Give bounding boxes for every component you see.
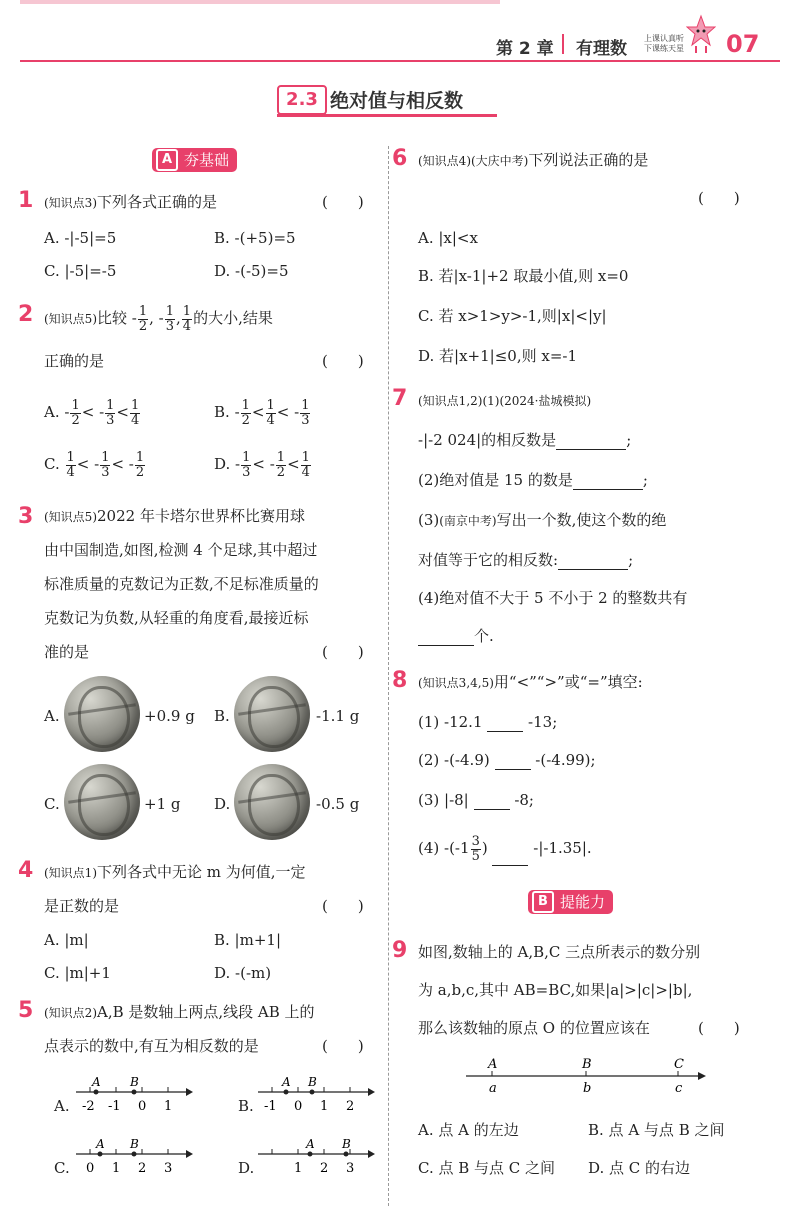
q3-line3: 标准质量的克数记为正数,不足标准质量的 bbox=[44, 575, 319, 593]
q9-answer-paren: ( ) bbox=[698, 1019, 740, 1037]
semicolon: ; bbox=[642, 471, 648, 489]
q9-line1: 如图,数轴上的 A,B,C 三点所表示的数分别 bbox=[418, 943, 701, 961]
q1-option-d: D. -(-5)=5 bbox=[214, 262, 289, 280]
q2-stem2: 正确的是 bbox=[44, 352, 105, 370]
q7-tag: (知识点1,2) bbox=[418, 394, 483, 408]
q3-line5: 准的是 bbox=[44, 643, 90, 661]
section-number: 2.3 bbox=[277, 85, 327, 115]
q5-number-line-d bbox=[256, 1134, 376, 1180]
q7-part1 bbox=[418, 430, 631, 450]
frac-den: 3 bbox=[101, 464, 110, 480]
point-a-label: A bbox=[96, 1137, 105, 1151]
q2-option-d: D. - $\frac{1}{3}$ < - $\frac{1}{2}$ < $\frac{1}{4}$ bbox=[214, 449, 310, 480]
point-b-label: B bbox=[308, 1075, 317, 1089]
q4-line2: 是正数的是 bbox=[44, 897, 120, 915]
point-b-label: B bbox=[130, 1137, 139, 1151]
frac-num: 1 bbox=[135, 449, 145, 465]
q8-part4 bbox=[418, 830, 592, 866]
q4-option-a: A. |m| bbox=[44, 931, 89, 949]
frac-den: 3 bbox=[301, 412, 310, 428]
q8-part3-right: -8; bbox=[514, 791, 534, 809]
q2-number: 2 bbox=[18, 302, 34, 327]
q1-answer-paren: ( ) bbox=[322, 193, 364, 211]
q1-option-a: A. -|-5|=5 bbox=[44, 229, 117, 247]
answer-blank[interactable] bbox=[573, 473, 643, 490]
q5-option-b-label: B. bbox=[238, 1097, 254, 1115]
q8-part4-right: -|-1.35|. bbox=[533, 839, 592, 857]
q4-option-b: B. |m+1| bbox=[214, 931, 282, 949]
q1-option-c: C. |-5|=-5 bbox=[44, 262, 117, 280]
header-separator bbox=[562, 34, 564, 54]
frac-num: 1 bbox=[241, 397, 250, 413]
q6-stem bbox=[418, 150, 648, 171]
frac-num: 1 bbox=[101, 449, 110, 465]
q5-number: 5 bbox=[18, 998, 34, 1023]
q7-part3-tag: (南京中考) bbox=[439, 514, 497, 528]
tick-label: 2 bbox=[320, 1161, 329, 1176]
q9-option-c: C. 点 B 与点 C 之间 bbox=[418, 1159, 556, 1177]
option-label: A. bbox=[44, 403, 60, 421]
answer-blank[interactable] bbox=[556, 433, 626, 450]
q3-option-a-value: +0.9 g bbox=[144, 707, 195, 725]
q3-option-a-label: A. bbox=[44, 707, 60, 725]
q2-option-a: A. - $\frac{1}{2}$ < - $\frac{1}{3}$ < $\frac{1}{4}$ bbox=[44, 397, 140, 428]
q7-part3-line2 bbox=[418, 550, 633, 570]
frac-num: 1 bbox=[266, 397, 275, 413]
q1-stem-text: 下列各式正确的是 bbox=[97, 193, 218, 211]
option-label: D. bbox=[214, 455, 231, 473]
q2-stem-a: 比较 - bbox=[97, 309, 137, 327]
q8-stem-text: 用“<”“>”或“=”填空: bbox=[493, 673, 643, 691]
q4-number: 4 bbox=[18, 858, 34, 883]
q7-part3-prefix: (3) bbox=[418, 511, 440, 529]
frac-num: 1 bbox=[66, 449, 75, 465]
q1-number: 1 bbox=[18, 188, 34, 213]
q2-frac-quarter bbox=[182, 305, 192, 334]
section-b-badge bbox=[528, 890, 613, 914]
frac-den: 3 bbox=[106, 412, 115, 428]
answer-blank[interactable] bbox=[474, 793, 510, 810]
q8-tag: (知识点3,4,5) bbox=[418, 676, 494, 690]
q1-option-b: B. -(+5)=5 bbox=[214, 229, 296, 247]
tick-label: -1 bbox=[264, 1099, 277, 1114]
q2-option-c: C. $\frac{1}{4}$ < - $\frac{1}{3}$ < - $\frac{1}{2}$ bbox=[44, 449, 145, 480]
frac-den: 2 bbox=[241, 412, 250, 428]
q3-option-b-value: -1.1 g bbox=[316, 707, 360, 725]
frac-num: 1 bbox=[138, 303, 148, 319]
q8-part1 bbox=[418, 712, 557, 732]
q7-part4-end: 个. bbox=[474, 627, 494, 645]
frac-num: 1 bbox=[131, 397, 140, 413]
q6-option-c: C. 若 x>1>y>-1,则|x|<|y| bbox=[418, 307, 607, 325]
q2-option-b: B. - $\frac{1}{2}$ < $\frac{1}{4}$ < - $\frac{1}{3}$ bbox=[214, 397, 310, 428]
header-motto bbox=[644, 34, 684, 54]
soccer-ball-image bbox=[64, 764, 140, 840]
page-number: 07 bbox=[726, 30, 760, 58]
q9-line2: 为 a,b,c,其中 AB=BC,如果|a|>|c|>|b|, bbox=[418, 981, 693, 999]
q7-part3-line2-text: 对值等于它的相反数: bbox=[418, 551, 559, 569]
frac-num: 1 bbox=[71, 397, 80, 413]
star-mascot-icon bbox=[686, 14, 716, 54]
answer-blank[interactable] bbox=[487, 715, 523, 732]
q6-answer-paren: ( ) bbox=[698, 189, 740, 207]
q3-line1-text: 2022 年卡塔尔世界杯比赛用球 bbox=[97, 507, 305, 525]
q2-frac-third bbox=[165, 305, 175, 334]
column-divider bbox=[388, 146, 389, 1206]
q9-option-b: B. 点 A 与点 B 之间 bbox=[588, 1121, 725, 1139]
q3-line4: 克数记为负数,从轻重的角度看,最接近标 bbox=[44, 609, 309, 627]
q7-part1-tag: (1)(2024·盐城模拟) bbox=[482, 394, 592, 408]
q5-option-c-label: C. bbox=[54, 1159, 70, 1177]
frac-den: 4 bbox=[301, 464, 310, 480]
q2-frac-half bbox=[138, 305, 148, 334]
tick-label: 3 bbox=[346, 1161, 355, 1176]
q6-tag: (知识点4)(大庆中考) bbox=[418, 154, 529, 168]
frac-den: 4 bbox=[131, 412, 140, 428]
q5-number-line-c bbox=[74, 1134, 194, 1180]
value-a-label: a bbox=[489, 1081, 497, 1096]
tick-label: 1 bbox=[164, 1099, 173, 1114]
q6-option-b: B. 若|x-1|+2 取最小值,则 x=0 bbox=[418, 267, 629, 285]
chapter-label: 第 2 章 bbox=[496, 39, 554, 59]
frac-den: 5 bbox=[471, 848, 480, 864]
frac-den: 4 bbox=[266, 412, 275, 428]
q1-tag: (知识点3) bbox=[44, 196, 97, 210]
q7-part3-text: 写出一个数,使这个数的绝 bbox=[496, 511, 667, 529]
q4-option-d: D. -(-m) bbox=[214, 964, 272, 982]
q3-number: 3 bbox=[18, 504, 34, 529]
frac-den: 2 bbox=[135, 464, 145, 480]
q3-option-c-label: C. bbox=[44, 795, 60, 813]
tick-label: 0 bbox=[86, 1161, 95, 1176]
frac-num: 1 bbox=[301, 449, 310, 465]
q8-part2-left: (2) -(-4.9) bbox=[418, 751, 490, 769]
q3-option-c-value: +1 g bbox=[144, 795, 181, 813]
q4-line1 bbox=[44, 862, 306, 883]
q4-answer-paren: ( ) bbox=[322, 897, 364, 915]
q7-part3 bbox=[418, 510, 666, 531]
q6-option-a: A. |x|<x bbox=[418, 229, 478, 247]
q3-option-d-label: D. bbox=[214, 795, 231, 813]
q2-stem-b: , - bbox=[149, 309, 164, 327]
tick-label: -1 bbox=[108, 1099, 121, 1114]
q5-number-line-a bbox=[74, 1072, 194, 1118]
section-a-letter: A bbox=[156, 149, 178, 171]
q5-line1-text: A,B 是数轴上两点,线段 AB 上的 bbox=[97, 1003, 315, 1021]
point-a-label: A bbox=[92, 1075, 101, 1089]
frac-den: 3 bbox=[165, 318, 175, 334]
answer-blank[interactable] bbox=[558, 553, 628, 570]
q3-line1 bbox=[44, 506, 305, 527]
tick-label: 1 bbox=[320, 1099, 329, 1114]
semicolon: ; bbox=[628, 551, 634, 569]
point-a-label: A bbox=[306, 1137, 315, 1151]
frac-num: 1 bbox=[242, 449, 251, 465]
q8-frac bbox=[471, 835, 481, 864]
q8-part2 bbox=[418, 750, 596, 770]
point-b-label: B bbox=[582, 1057, 592, 1072]
point-b-label: B bbox=[342, 1137, 351, 1151]
q8-part1-right: -13; bbox=[528, 713, 558, 731]
q7-part1-text: -|-2 024|的相反数是 bbox=[418, 431, 557, 449]
frac-den: 2 bbox=[276, 464, 286, 480]
tick-label: 2 bbox=[138, 1161, 147, 1176]
q3-tag: (知识点5) bbox=[44, 510, 97, 524]
q5-line2: 点表示的数中,有互为相反数的是 bbox=[44, 1037, 259, 1055]
q5-answer-paren: ( ) bbox=[322, 1037, 364, 1055]
section-title: 绝对值与相反数 bbox=[330, 90, 464, 112]
soccer-ball-image bbox=[64, 676, 140, 752]
q8-part2-right: -(-4.99); bbox=[535, 751, 596, 769]
q8-part4-close: ) bbox=[481, 839, 488, 857]
q3-line2: 由中国制造,如图,检测 4 个足球,其中超过 bbox=[44, 541, 318, 559]
q2-answer-paren: ( ) bbox=[322, 352, 364, 370]
q2-tag: (知识点5) bbox=[44, 312, 97, 326]
tick-label: 3 bbox=[164, 1161, 173, 1176]
q7-part4-line2 bbox=[418, 626, 494, 646]
value-b-label: b bbox=[583, 1081, 592, 1096]
motto-line1: 上课认真听 bbox=[644, 34, 684, 43]
q8-stem bbox=[418, 672, 643, 693]
q5-number-line-b bbox=[256, 1072, 376, 1118]
q6-number: 6 bbox=[392, 146, 408, 171]
frac-num: 1 bbox=[165, 303, 175, 319]
semicolon: ; bbox=[626, 431, 632, 449]
tick-label: 1 bbox=[112, 1161, 121, 1176]
q2-stem bbox=[44, 304, 273, 334]
motto-line2: 下课练天星 bbox=[644, 44, 684, 53]
frac-den: 4 bbox=[66, 464, 75, 480]
soccer-ball-image bbox=[234, 764, 310, 840]
frac-num: 3 bbox=[471, 833, 480, 849]
q7-part2 bbox=[418, 470, 648, 490]
q9-number-line bbox=[462, 1052, 712, 1098]
answer-blank[interactable] bbox=[492, 849, 528, 866]
q6-option-d: D. 若|x+1|≤0,则 x=-1 bbox=[418, 347, 577, 365]
frac-den: 2 bbox=[71, 412, 80, 428]
q3-answer-paren: ( ) bbox=[322, 643, 364, 661]
q7-header bbox=[418, 390, 591, 411]
point-a-label: A bbox=[282, 1075, 291, 1089]
q9-number: 9 bbox=[392, 938, 408, 963]
point-b-label: B bbox=[130, 1075, 139, 1089]
value-c-label: c bbox=[675, 1081, 683, 1096]
q8-number: 8 bbox=[392, 668, 408, 693]
q8-part4-left: (4) -(-1 bbox=[418, 839, 470, 857]
q5-option-a-label: A. bbox=[54, 1097, 70, 1115]
point-c-label: C bbox=[674, 1057, 684, 1072]
q6-stem-text: 下列说法正确的是 bbox=[528, 151, 649, 169]
q7-part4: (4)绝对值不大于 5 不小于 2 的整数共有 bbox=[418, 589, 688, 607]
q8-part1-left: (1) -12.1 bbox=[418, 713, 483, 731]
option-label: B. bbox=[214, 403, 230, 421]
q7-part2-text: (2)绝对值是 15 的数是 bbox=[418, 471, 573, 489]
q2-stem-c: , bbox=[176, 309, 181, 327]
section-b-label: 提能力 bbox=[560, 893, 606, 911]
chapter-name: 有理数 bbox=[576, 39, 627, 59]
frac-num: 1 bbox=[301, 397, 310, 413]
tick-label: 1 bbox=[294, 1161, 303, 1176]
q4-tag: (知识点1) bbox=[44, 866, 97, 880]
q5-option-d-label: D. bbox=[238, 1159, 255, 1177]
tick-label: 0 bbox=[294, 1099, 303, 1114]
q4-line1-text: 下列各式中无论 m 为何值,一定 bbox=[97, 863, 306, 881]
tick-label: 0 bbox=[138, 1099, 147, 1114]
q3-option-d-value: -0.5 g bbox=[316, 795, 360, 813]
tick-label: -2 bbox=[82, 1099, 95, 1114]
q4-option-c: C. |m|+1 bbox=[44, 964, 111, 982]
soccer-ball-image bbox=[234, 676, 310, 752]
q5-line1 bbox=[44, 1002, 315, 1023]
q2-stem-d: 的大小,结果 bbox=[193, 309, 273, 327]
tick-label: 2 bbox=[346, 1099, 355, 1114]
q5-tag: (知识点2) bbox=[44, 1006, 97, 1020]
section-a-label: 夯基础 bbox=[184, 151, 230, 169]
frac-num: 1 bbox=[182, 303, 192, 319]
q9-line3: 那么该数轴的原点 O 的位置应该在 bbox=[418, 1019, 650, 1037]
q8-part3-left: (3) |-8| bbox=[418, 791, 469, 809]
frac-den: 2 bbox=[138, 318, 148, 334]
section-b-letter: B bbox=[532, 891, 554, 913]
q7-number: 7 bbox=[392, 386, 408, 411]
header-rule bbox=[20, 60, 780, 62]
q8-part3 bbox=[418, 790, 534, 810]
frac-num: 1 bbox=[106, 397, 115, 413]
section-a-badge bbox=[152, 148, 237, 172]
frac-den: 4 bbox=[182, 318, 192, 334]
q3-option-b-label: B. bbox=[214, 707, 230, 725]
frac-num: 1 bbox=[276, 449, 286, 465]
q9-option-a: A. 点 A 的左边 bbox=[418, 1121, 519, 1139]
option-label: C. bbox=[44, 455, 60, 473]
answer-blank[interactable] bbox=[418, 629, 474, 646]
frac-den: 3 bbox=[242, 464, 251, 480]
header-stripe bbox=[20, 0, 500, 4]
q9-option-d: D. 点 C 的右边 bbox=[588, 1159, 691, 1177]
q1-stem bbox=[44, 192, 217, 213]
answer-blank[interactable] bbox=[495, 753, 531, 770]
point-a-label: A bbox=[488, 1057, 498, 1072]
